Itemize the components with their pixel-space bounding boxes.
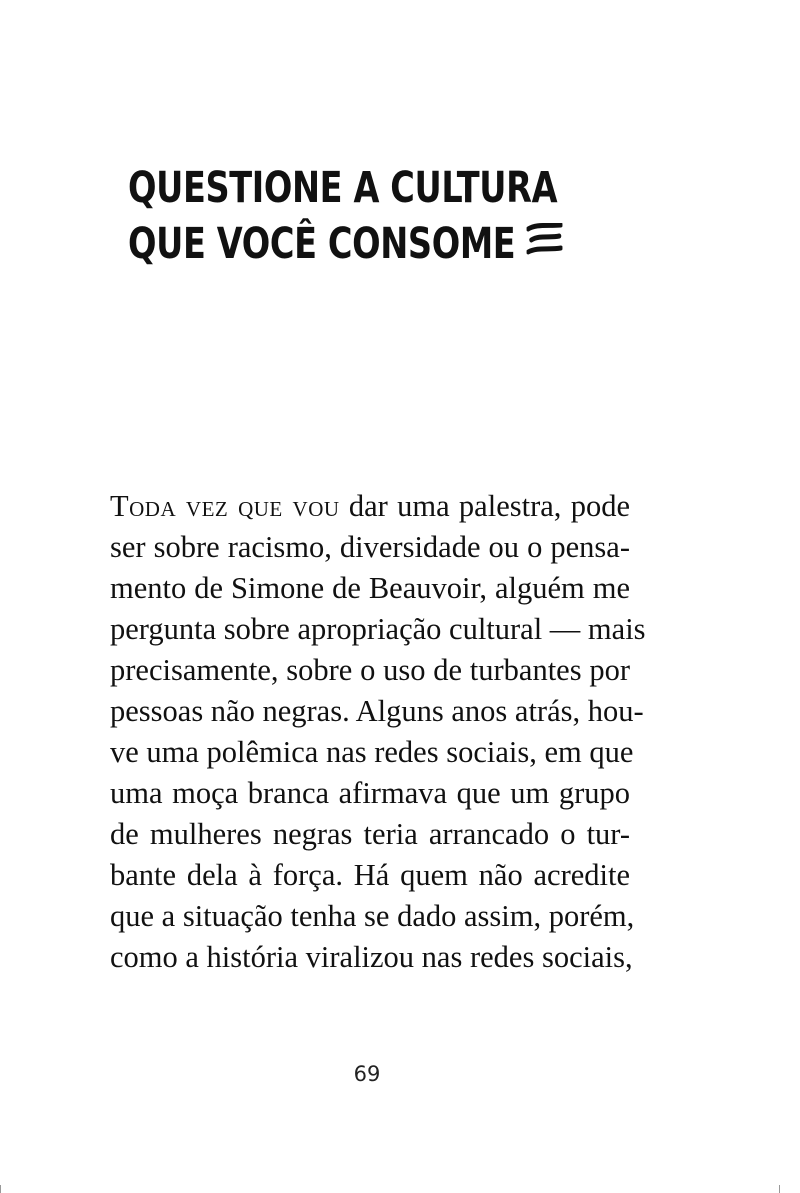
lead-in-small-caps: Toda vez que vou (110, 489, 340, 523)
chapter-title-line-1: QUESTIONE A CULTURA (128, 163, 558, 213)
body-line-text: dar uma palestra, pode (339, 489, 630, 523)
wave-lines-icon (526, 215, 562, 271)
chapter-title-line-2 (128, 216, 562, 272)
page-number: 69 (353, 1062, 381, 1086)
chapter-title-line-2-text: QUE VOCÊ CONSOME (128, 219, 516, 269)
body-line: pessoas não negras. Alguns anos atrás, hou- (110, 694, 644, 728)
chapter-title (128, 160, 562, 272)
body-line: como a história viralizou nas redes sociais, (110, 940, 633, 974)
body-line: precisamente, sobre o uso de turbantes por (110, 653, 630, 687)
body-line: bante dela à força. Há quem não acredite (110, 858, 630, 892)
body-line: que a situação tenha se dado assim, porém, (110, 899, 635, 933)
body-line (110, 486, 630, 527)
body-line: de mulheres negras teria arrancado o tur- (110, 817, 630, 851)
crop-mark-right (779, 1185, 780, 1193)
body-line: ve uma polêmica nas redes sociais, em que (110, 735, 634, 769)
body-line: mento de Simone de Beauvoir, alguém me (110, 571, 630, 605)
body-line: pergunta sobre apropriação cultural — mais (110, 612, 646, 646)
crop-mark-left (0, 1185, 1, 1193)
body-line: ser sobre racismo, diversidade ou o pensa- (110, 530, 630, 564)
body-paragraph (110, 486, 646, 978)
body-line: uma moça branca afirmava que um grupo (110, 776, 630, 810)
